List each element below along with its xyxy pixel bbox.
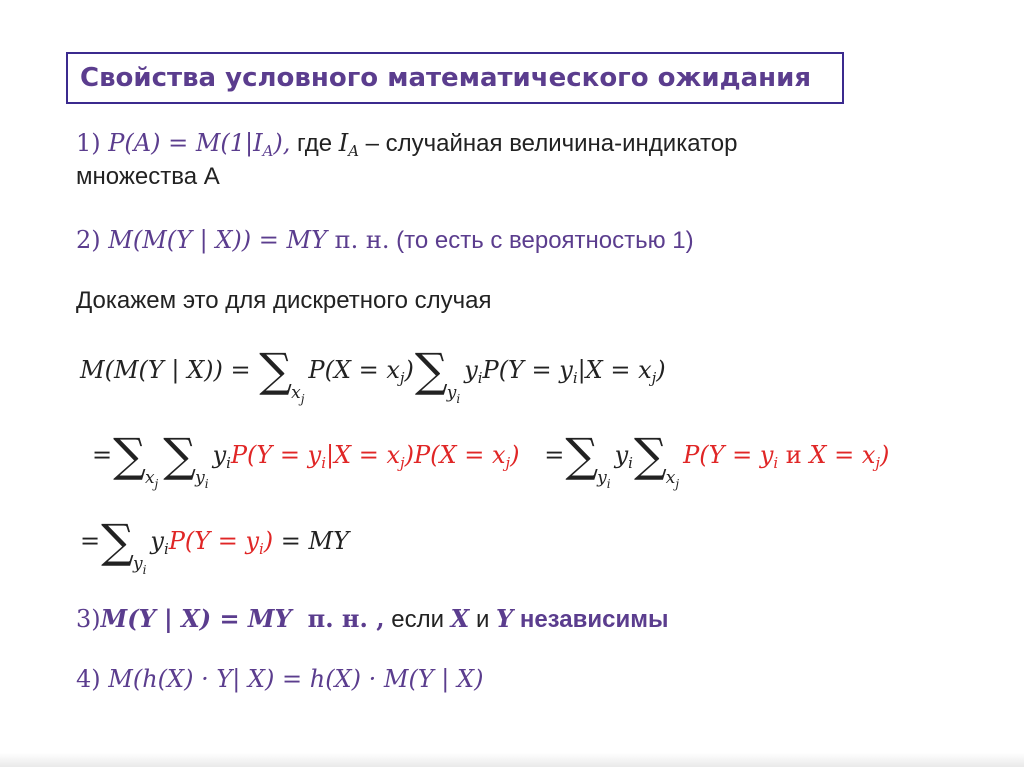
eq-2-red-6: X = x: [809, 441, 876, 469]
eq-1-cond: |X = x: [577, 356, 652, 384]
sum-index-x: x: [291, 383, 301, 403]
sum-index: xj: [144, 468, 159, 491]
eq-2-y-2: $y_i$: [614, 441, 633, 473]
eq-1-p1-sub: j: [399, 369, 405, 388]
eq-2-red-1: P(Y = y: [230, 441, 322, 469]
eq-2-and: и: [778, 441, 810, 469]
eq-3-rhs: = MY: [273, 527, 349, 555]
eq-2-red-7: ): [880, 441, 890, 469]
sum-index-j: j: [300, 392, 305, 406]
proof-intro: Докажем это для дискретного случая: [76, 287, 492, 314]
eq-3-red-end: ): [263, 527, 274, 555]
item-3-pn: п. н. ,: [307, 604, 385, 633]
sum-index: [446, 383, 461, 406]
eq-1-prob-sub: i: [572, 369, 578, 388]
item-1-number: 1): [76, 129, 109, 157]
equation-3: [80, 514, 349, 577]
eq-1-y: y: [464, 356, 478, 384]
sum-index: [291, 383, 305, 406]
item-4-number: 4): [76, 665, 109, 693]
eq-3-red-sub: i: [259, 540, 264, 559]
eq-2-red-6-sub: j: [875, 454, 881, 473]
equation-2: [92, 428, 890, 491]
sum-index: yi: [132, 554, 147, 577]
item-3-y: Y: [496, 604, 514, 633]
item-4: [76, 664, 483, 695]
sum-symbol: ∑: [259, 343, 293, 397]
eq-2-red-1-sub: i: [321, 454, 326, 473]
item-3-x: X: [450, 604, 470, 633]
sum-symbol: ∑: [565, 428, 599, 482]
equation-1: [80, 343, 666, 406]
eq-2-red-3: )P(X = x: [404, 441, 506, 469]
eq-3-red: P(Y = y: [168, 527, 260, 555]
item-1-formula: P(A) = M(1|I: [108, 129, 263, 157]
eq-2-equals: =: [92, 441, 113, 469]
item-2-text: (то есть с вероятностью 1): [389, 227, 694, 254]
eq-1-end: ): [656, 356, 666, 384]
sum-index: yi: [195, 468, 209, 491]
sum-index-i: i: [456, 392, 461, 406]
item-1-text-gde: где: [290, 130, 339, 157]
eq-2-red-3-sub: j: [505, 454, 511, 473]
item-1: [76, 128, 737, 159]
eq-3-equals: =: [80, 527, 101, 555]
eq-2-equals-2: =: [544, 441, 565, 469]
slide-title: Свойства условного математического ожидания: [80, 63, 812, 93]
item-2: [76, 225, 694, 256]
sum-symbol: ∑: [101, 514, 134, 568]
eq-2-red-5-sub: i: [773, 454, 779, 473]
item-4-formula: M(h(X) · Y| X) = h(X) · M(Y | X): [108, 665, 484, 693]
item-2-formula: M(M(Y | X)) = MY: [108, 226, 327, 254]
item-1-indicator-sub: A: [348, 142, 359, 161]
eq-1-y-sub: i: [477, 369, 483, 388]
sum-symbol: ∑: [633, 428, 667, 482]
sum-symbol: ∑: [414, 343, 448, 397]
item-3-formula: M(Y | X) = MY: [100, 604, 292, 633]
eq-2-red-5: P(Y = y: [683, 441, 774, 469]
item-3-text-esli: если: [384, 606, 451, 633]
eq-2-red-2: |X = x: [325, 441, 401, 469]
item-3-number: 3): [76, 605, 101, 633]
eq-1-prob: P(Y = y: [482, 356, 573, 384]
eq-1-p1-end: ): [404, 356, 414, 384]
item-1-formula-sub: A: [262, 142, 274, 161]
item-3-text-i: и: [469, 606, 497, 633]
sum-index: xj: [665, 468, 680, 491]
eq-2-y: $y_i$: [212, 441, 231, 473]
sum-symbol: ∑: [113, 428, 146, 482]
eq-1-cond-sub: j: [651, 369, 657, 388]
sum-symbol: ∑: [163, 428, 197, 482]
item-1-line-2: множества А: [76, 163, 220, 190]
item-3: [76, 604, 669, 635]
item-2-number: 2): [76, 226, 109, 254]
item-3-text-nez: независимы: [513, 606, 669, 633]
sum-index-y: y: [446, 383, 457, 403]
eq-1-lhs: M(M(Y | X)) =: [80, 356, 259, 384]
eq-1-p1: P(X = x: [308, 356, 400, 384]
item-2-pn: п. н.: [326, 226, 390, 254]
item-1-indicator: I: [338, 129, 349, 157]
eq-2-red-4: ): [510, 441, 520, 469]
item-1-text: – случайная величина-индикатор: [358, 130, 738, 157]
slide-bottom-shadow: [0, 753, 1024, 767]
sum-index: yi: [597, 468, 611, 491]
eq-2-red-2-sub: j: [400, 454, 405, 473]
item-1-formula-end: ),: [273, 129, 291, 157]
eq-3-y: $y_i$: [150, 527, 169, 559]
